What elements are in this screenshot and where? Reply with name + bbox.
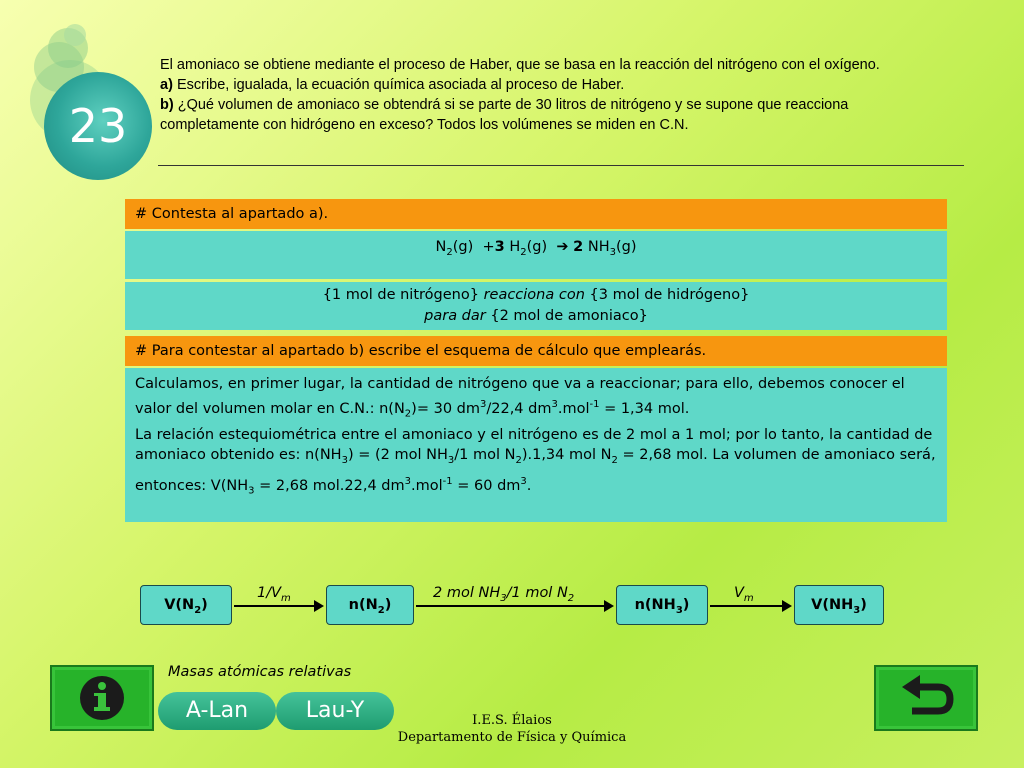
flow-box-volume-nh3: $V(NH_3)$ <box>794 585 884 625</box>
flow-box-moles-n2: $n(N_2)$ <box>326 585 414 625</box>
divider <box>158 165 964 166</box>
decor-bubble <box>64 24 86 46</box>
flow-arrow-icon <box>234 605 322 607</box>
lau-y-button[interactable]: Lau-Y <box>276 692 394 730</box>
flow-box-moles-nh3: $n(NH_3)$ <box>616 585 708 625</box>
statement-intro: El amoniaco se obtiene mediante el proceso de Haber, que se basa en la reacción del nitrógeno con el oxígeno. <box>160 57 880 73</box>
school-name: I.E.S. Élaios <box>472 713 552 728</box>
back-button[interactable] <box>874 665 978 731</box>
flow-label-3: $V_m$ <box>734 585 754 604</box>
footer-credits <box>380 712 644 746</box>
section-a-heading: # Contesta al apartado a). <box>125 199 947 229</box>
atomic-masses-link[interactable]: Masas atómicas relativas <box>168 664 352 680</box>
problem-statement <box>160 55 950 135</box>
chemical-equation: $N_2(g) +3$ $H_2(g)$ ➔ 2 $NH_3(g)$ <box>125 231 947 279</box>
section-b-heading: # Para contestar al apartado b) escribe el esquema de cálculo que emplearás. <box>125 336 947 366</box>
flow-box-volume-n2: $V(N_2)$ <box>140 585 232 625</box>
statement-part-b: b) ¿Qué volumen de amoniaco se obtendrá si se parte de 30 litros de nitrógeno y se supone que reacciona completamente con hidrógeno en exceso? Todos los volúmenes se miden en C.N. <box>160 97 849 133</box>
info-icon <box>52 667 152 729</box>
a-lan-button[interactable]: A-Lan <box>158 692 276 730</box>
flow-arrow-icon <box>710 605 790 607</box>
calc-paragraph-1: Calculamos, en primer lugar, la cantidad de nitrógeno que va a reaccionar; para ello, debemos conocer el valor del volumen molar en C.N.: $n(N_2)= 30$ $dm^3/22,4$ $dm^3.mol^{-1} = 1,34$ mol. <box>135 376 905 420</box>
reaction-arrow-icon: ➔ <box>556 239 569 255</box>
return-arrow-icon <box>876 667 976 729</box>
calculation-explanation <box>125 368 947 522</box>
info-button[interactable] <box>50 665 154 731</box>
flow-label-1: $1/V_m$ <box>257 585 291 604</box>
calc-paragraph-2: La relación estequiométrica entre el amoniaco y el nitrógeno es de 2 mol a 1 mol; por lo tanto, la cantidad de amoniaco obtenido es: $n(NH_3) = (2$ mol $NH_3/1$ mol $N_2).1,34$ mol $N_2 = 2,68$ mol. La volumen de amoniaco será, entonces: $V(NH_3 = 2,68$ mol.22,4 $dm^3.mol^{-1} = 60$ $dm^3$. <box>135 426 936 497</box>
mole-relation: {1 mol de nitrógeno} reacciona con {3 mol de hidrógeno} para dar {2 mol de amoniaco} <box>125 282 947 330</box>
flow-arrow-icon <box>416 605 612 607</box>
statement-part-a: a) Escribe, igualada, la ecuación química asociada al proceso de Haber. <box>160 77 625 93</box>
problem-number: 23 <box>44 72 152 180</box>
flow-label-2: 2 mol $NH_3/1$ mol $N_2$ <box>433 585 575 604</box>
department-name: Departamento de Física y Química <box>397 730 627 745</box>
